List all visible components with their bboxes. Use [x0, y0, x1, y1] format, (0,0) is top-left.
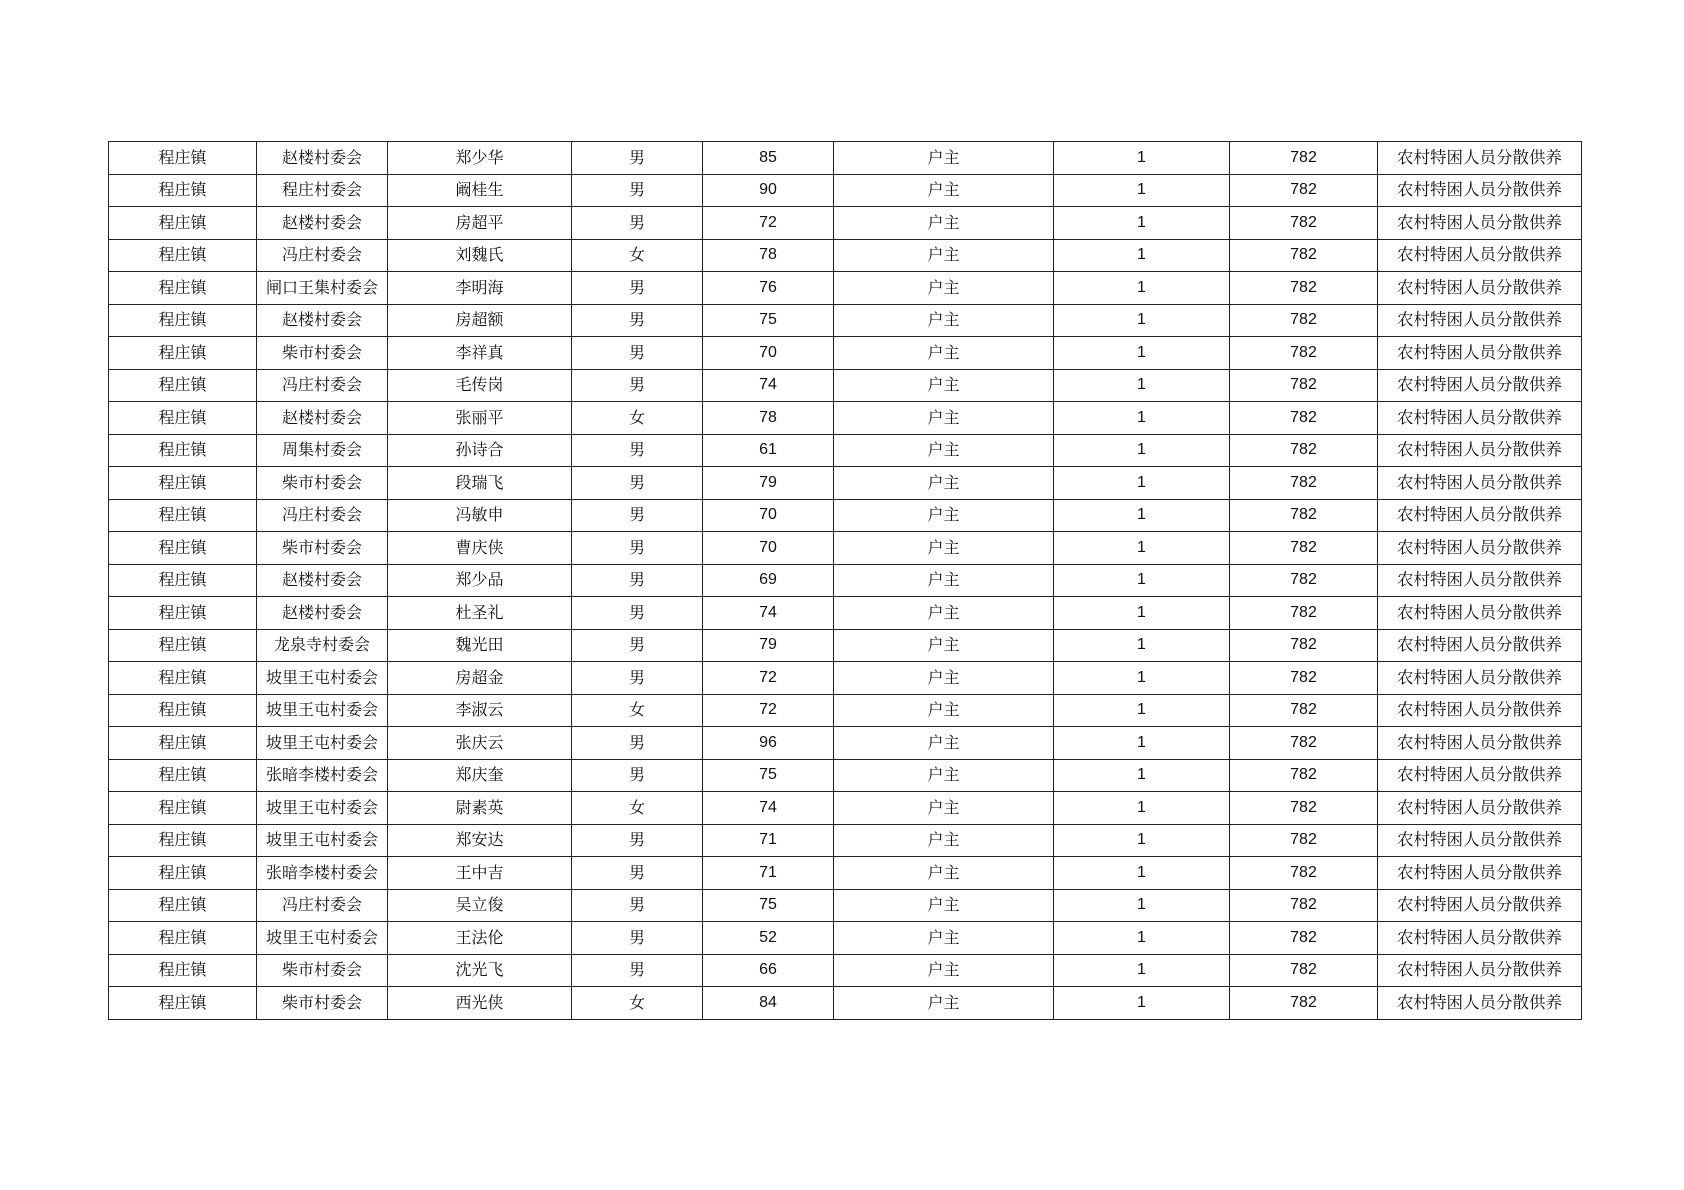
table-row: [109, 629, 1582, 662]
age-cell: 75: [703, 889, 834, 922]
relation-cell: 户主: [834, 792, 1054, 825]
town-cell: 程庄镇: [109, 922, 257, 955]
town-cell: 程庄镇: [109, 662, 257, 695]
table-row: [109, 922, 1582, 955]
village-committee-cell: 冯庄村委会: [257, 499, 388, 532]
table-row: [109, 337, 1582, 370]
amount-cell: 782: [1230, 662, 1378, 695]
village-committee-cell: 柴市村委会: [257, 467, 388, 500]
name-cell: 郑安达: [388, 824, 572, 857]
relation-cell: 户主: [834, 304, 1054, 337]
village-committee-cell: 坡里王屯村委会: [257, 922, 388, 955]
town-cell: 程庄镇: [109, 759, 257, 792]
support-type-cell: 农村特困人员分散供养: [1378, 304, 1582, 337]
table-row: [109, 759, 1582, 792]
household-size-cell: 1: [1054, 532, 1230, 565]
name-cell: 冯敏申: [388, 499, 572, 532]
table-row: [109, 467, 1582, 500]
town-cell: 程庄镇: [109, 629, 257, 662]
table-row: [109, 304, 1582, 337]
relation-cell: 户主: [834, 889, 1054, 922]
amount-cell: 782: [1230, 304, 1378, 337]
relation-cell: 户主: [834, 337, 1054, 370]
household-size-cell: 1: [1054, 597, 1230, 630]
village-committee-cell: 赵楼村委会: [257, 304, 388, 337]
amount-cell: 782: [1230, 337, 1378, 370]
support-type-cell: 农村特困人员分散供养: [1378, 629, 1582, 662]
town-cell: 程庄镇: [109, 142, 257, 175]
relation-cell: 户主: [834, 857, 1054, 890]
support-type-cell: 农村特困人员分散供养: [1378, 402, 1582, 435]
amount-cell: 782: [1230, 987, 1378, 1020]
town-cell: 程庄镇: [109, 402, 257, 435]
gender-cell: 女: [572, 987, 703, 1020]
household-size-cell: 1: [1054, 727, 1230, 760]
relation-cell: 户主: [834, 824, 1054, 857]
village-committee-cell: 赵楼村委会: [257, 402, 388, 435]
age-cell: 52: [703, 922, 834, 955]
gender-cell: 男: [572, 142, 703, 175]
table-row: [109, 239, 1582, 272]
support-type-cell: 农村特困人员分散供养: [1378, 207, 1582, 240]
amount-cell: 782: [1230, 597, 1378, 630]
age-cell: 90: [703, 174, 834, 207]
support-type-cell: 农村特困人员分散供养: [1378, 434, 1582, 467]
table-row: [109, 824, 1582, 857]
amount-cell: 782: [1230, 889, 1378, 922]
relief-roster-table: [108, 141, 1582, 1020]
village-committee-cell: 坡里王屯村委会: [257, 824, 388, 857]
table-row: [109, 597, 1582, 630]
gender-cell: 女: [572, 402, 703, 435]
amount-cell: 782: [1230, 759, 1378, 792]
village-committee-cell: 柴市村委会: [257, 954, 388, 987]
household-size-cell: 1: [1054, 207, 1230, 240]
household-size-cell: 1: [1054, 629, 1230, 662]
village-committee-cell: 坡里王屯村委会: [257, 792, 388, 825]
gender-cell: 男: [572, 467, 703, 500]
age-cell: 74: [703, 597, 834, 630]
relation-cell: 户主: [834, 662, 1054, 695]
town-cell: 程庄镇: [109, 174, 257, 207]
age-cell: 71: [703, 824, 834, 857]
support-type-cell: 农村特困人员分散供养: [1378, 954, 1582, 987]
table-row: [109, 207, 1582, 240]
relation-cell: 户主: [834, 434, 1054, 467]
support-type-cell: 农村特困人员分散供养: [1378, 694, 1582, 727]
relation-cell: 户主: [834, 954, 1054, 987]
support-type-cell: 农村特困人员分散供养: [1378, 369, 1582, 402]
amount-cell: 782: [1230, 239, 1378, 272]
name-cell: 毛传岗: [388, 369, 572, 402]
gender-cell: 男: [572, 824, 703, 857]
name-cell: 刘魏氏: [388, 239, 572, 272]
age-cell: 72: [703, 694, 834, 727]
village-committee-cell: 程庄村委会: [257, 174, 388, 207]
amount-cell: 782: [1230, 142, 1378, 175]
age-cell: 72: [703, 207, 834, 240]
age-cell: 84: [703, 987, 834, 1020]
age-cell: 70: [703, 532, 834, 565]
village-committee-cell: 赵楼村委会: [257, 142, 388, 175]
amount-cell: 782: [1230, 499, 1378, 532]
age-cell: 70: [703, 337, 834, 370]
support-type-cell: 农村特困人员分散供养: [1378, 987, 1582, 1020]
village-committee-cell: 坡里王屯村委会: [257, 694, 388, 727]
town-cell: 程庄镇: [109, 467, 257, 500]
town-cell: 程庄镇: [109, 694, 257, 727]
name-cell: 杜圣礼: [388, 597, 572, 630]
name-cell: 西光侠: [388, 987, 572, 1020]
household-size-cell: 1: [1054, 304, 1230, 337]
table-row: [109, 662, 1582, 695]
support-type-cell: 农村特困人员分散供养: [1378, 499, 1582, 532]
relation-cell: 户主: [834, 272, 1054, 305]
household-size-cell: 1: [1054, 662, 1230, 695]
town-cell: 程庄镇: [109, 304, 257, 337]
household-size-cell: 1: [1054, 759, 1230, 792]
relation-cell: 户主: [834, 207, 1054, 240]
amount-cell: 782: [1230, 272, 1378, 305]
household-size-cell: 1: [1054, 857, 1230, 890]
table-row: [109, 369, 1582, 402]
support-type-cell: 农村特困人员分散供养: [1378, 662, 1582, 695]
table-row: [109, 727, 1582, 760]
name-cell: 房超平: [388, 207, 572, 240]
household-size-cell: 1: [1054, 792, 1230, 825]
name-cell: 段瑞飞: [388, 467, 572, 500]
amount-cell: 782: [1230, 954, 1378, 987]
gender-cell: 男: [572, 272, 703, 305]
gender-cell: 男: [572, 759, 703, 792]
household-size-cell: 1: [1054, 954, 1230, 987]
household-size-cell: 1: [1054, 174, 1230, 207]
village-committee-cell: 张暗李楼村委会: [257, 759, 388, 792]
name-cell: 尉素英: [388, 792, 572, 825]
name-cell: 郑少品: [388, 564, 572, 597]
support-type-cell: 农村特困人员分散供养: [1378, 889, 1582, 922]
relation-cell: 户主: [834, 727, 1054, 760]
household-size-cell: 1: [1054, 499, 1230, 532]
age-cell: 75: [703, 759, 834, 792]
gender-cell: 男: [572, 564, 703, 597]
town-cell: 程庄镇: [109, 564, 257, 597]
age-cell: 74: [703, 792, 834, 825]
table-row: [109, 564, 1582, 597]
support-type-cell: 农村特困人员分散供养: [1378, 824, 1582, 857]
household-size-cell: 1: [1054, 467, 1230, 500]
household-size-cell: 1: [1054, 987, 1230, 1020]
support-type-cell: 农村特困人员分散供养: [1378, 857, 1582, 890]
village-committee-cell: 柴市村委会: [257, 337, 388, 370]
town-cell: 程庄镇: [109, 239, 257, 272]
village-committee-cell: 周集村委会: [257, 434, 388, 467]
name-cell: 阚桂生: [388, 174, 572, 207]
name-cell: 王法伦: [388, 922, 572, 955]
table-row: [109, 434, 1582, 467]
relation-cell: 户主: [834, 467, 1054, 500]
age-cell: 66: [703, 954, 834, 987]
gender-cell: 男: [572, 889, 703, 922]
household-size-cell: 1: [1054, 272, 1230, 305]
name-cell: 李明海: [388, 272, 572, 305]
relation-cell: 户主: [834, 402, 1054, 435]
village-committee-cell: 龙泉寺村委会: [257, 629, 388, 662]
relation-cell: 户主: [834, 142, 1054, 175]
village-committee-cell: 坡里王屯村委会: [257, 727, 388, 760]
name-cell: 吴立俊: [388, 889, 572, 922]
relation-cell: 户主: [834, 499, 1054, 532]
village-committee-cell: 赵楼村委会: [257, 207, 388, 240]
support-type-cell: 农村特困人员分散供养: [1378, 792, 1582, 825]
relation-cell: 户主: [834, 532, 1054, 565]
gender-cell: 男: [572, 629, 703, 662]
name-cell: 李祥真: [388, 337, 572, 370]
age-cell: 69: [703, 564, 834, 597]
village-committee-cell: 赵楼村委会: [257, 597, 388, 630]
household-size-cell: 1: [1054, 239, 1230, 272]
town-cell: 程庄镇: [109, 597, 257, 630]
gender-cell: 男: [572, 499, 703, 532]
age-cell: 78: [703, 239, 834, 272]
amount-cell: 782: [1230, 792, 1378, 825]
age-cell: 70: [703, 499, 834, 532]
town-cell: 程庄镇: [109, 792, 257, 825]
relation-cell: 户主: [834, 629, 1054, 662]
support-type-cell: 农村特困人员分散供养: [1378, 922, 1582, 955]
household-size-cell: 1: [1054, 922, 1230, 955]
amount-cell: 782: [1230, 564, 1378, 597]
relation-cell: 户主: [834, 239, 1054, 272]
amount-cell: 782: [1230, 922, 1378, 955]
support-type-cell: 农村特困人员分散供养: [1378, 174, 1582, 207]
village-committee-cell: 柴市村委会: [257, 987, 388, 1020]
relation-cell: 户主: [834, 694, 1054, 727]
table-row: [109, 532, 1582, 565]
table-row: [109, 954, 1582, 987]
table-row: [109, 499, 1582, 532]
village-committee-cell: 冯庄村委会: [257, 369, 388, 402]
town-cell: 程庄镇: [109, 889, 257, 922]
amount-cell: 782: [1230, 174, 1378, 207]
amount-cell: 782: [1230, 467, 1378, 500]
gender-cell: 男: [572, 337, 703, 370]
age-cell: 78: [703, 402, 834, 435]
town-cell: 程庄镇: [109, 337, 257, 370]
name-cell: 郑少华: [388, 142, 572, 175]
table-row: [109, 857, 1582, 890]
village-committee-cell: 闸口王集村委会: [257, 272, 388, 305]
age-cell: 72: [703, 662, 834, 695]
town-cell: 程庄镇: [109, 499, 257, 532]
amount-cell: 782: [1230, 434, 1378, 467]
relation-cell: 户主: [834, 922, 1054, 955]
relation-cell: 户主: [834, 174, 1054, 207]
gender-cell: 男: [572, 174, 703, 207]
amount-cell: 782: [1230, 532, 1378, 565]
amount-cell: 782: [1230, 857, 1378, 890]
amount-cell: 782: [1230, 207, 1378, 240]
village-committee-cell: 张暗李楼村委会: [257, 857, 388, 890]
table-row: [109, 694, 1582, 727]
town-cell: 程庄镇: [109, 954, 257, 987]
town-cell: 程庄镇: [109, 727, 257, 760]
support-type-cell: 农村特困人员分散供养: [1378, 727, 1582, 760]
gender-cell: 男: [572, 369, 703, 402]
support-type-cell: 农村特困人员分散供养: [1378, 597, 1582, 630]
age-cell: 79: [703, 467, 834, 500]
age-cell: 76: [703, 272, 834, 305]
gender-cell: 男: [572, 922, 703, 955]
amount-cell: 782: [1230, 824, 1378, 857]
table-row: [109, 272, 1582, 305]
table-row: [109, 792, 1582, 825]
relation-cell: 户主: [834, 597, 1054, 630]
gender-cell: 男: [572, 954, 703, 987]
amount-cell: 782: [1230, 369, 1378, 402]
name-cell: 魏光田: [388, 629, 572, 662]
village-committee-cell: 冯庄村委会: [257, 889, 388, 922]
household-size-cell: 1: [1054, 564, 1230, 597]
age-cell: 74: [703, 369, 834, 402]
village-committee-cell: 柴市村委会: [257, 532, 388, 565]
table-body: [109, 142, 1582, 1020]
support-type-cell: 农村特困人员分散供养: [1378, 467, 1582, 500]
name-cell: 房超金: [388, 662, 572, 695]
support-type-cell: 农村特困人员分散供养: [1378, 239, 1582, 272]
table-row: [109, 889, 1582, 922]
village-committee-cell: 赵楼村委会: [257, 564, 388, 597]
amount-cell: 782: [1230, 694, 1378, 727]
household-size-cell: 1: [1054, 142, 1230, 175]
town-cell: 程庄镇: [109, 857, 257, 890]
age-cell: 96: [703, 727, 834, 760]
age-cell: 79: [703, 629, 834, 662]
gender-cell: 男: [572, 304, 703, 337]
town-cell: 程庄镇: [109, 824, 257, 857]
amount-cell: 782: [1230, 727, 1378, 760]
table-row: [109, 142, 1582, 175]
name-cell: 房超额: [388, 304, 572, 337]
household-size-cell: 1: [1054, 369, 1230, 402]
town-cell: 程庄镇: [109, 532, 257, 565]
name-cell: 曹庆侠: [388, 532, 572, 565]
town-cell: 程庄镇: [109, 207, 257, 240]
support-type-cell: 农村特困人员分散供养: [1378, 532, 1582, 565]
relation-cell: 户主: [834, 987, 1054, 1020]
table-row: [109, 174, 1582, 207]
support-type-cell: 农村特困人员分散供养: [1378, 759, 1582, 792]
gender-cell: 男: [572, 727, 703, 760]
name-cell: 张丽平: [388, 402, 572, 435]
relation-cell: 户主: [834, 759, 1054, 792]
age-cell: 85: [703, 142, 834, 175]
age-cell: 61: [703, 434, 834, 467]
support-type-cell: 农村特困人员分散供养: [1378, 564, 1582, 597]
name-cell: 张庆云: [388, 727, 572, 760]
table-row: [109, 402, 1582, 435]
amount-cell: 782: [1230, 629, 1378, 662]
gender-cell: 男: [572, 857, 703, 890]
support-type-cell: 农村特困人员分散供养: [1378, 337, 1582, 370]
gender-cell: 女: [572, 694, 703, 727]
relation-cell: 户主: [834, 369, 1054, 402]
gender-cell: 女: [572, 239, 703, 272]
town-cell: 程庄镇: [109, 272, 257, 305]
village-committee-cell: 坡里王屯村委会: [257, 662, 388, 695]
gender-cell: 女: [572, 792, 703, 825]
household-size-cell: 1: [1054, 824, 1230, 857]
household-size-cell: 1: [1054, 694, 1230, 727]
support-type-cell: 农村特困人员分散供养: [1378, 142, 1582, 175]
gender-cell: 男: [572, 532, 703, 565]
age-cell: 75: [703, 304, 834, 337]
name-cell: 李淑云: [388, 694, 572, 727]
household-size-cell: 1: [1054, 337, 1230, 370]
household-size-cell: 1: [1054, 402, 1230, 435]
household-size-cell: 1: [1054, 889, 1230, 922]
name-cell: 孙诗合: [388, 434, 572, 467]
town-cell: 程庄镇: [109, 987, 257, 1020]
name-cell: 沈光飞: [388, 954, 572, 987]
amount-cell: 782: [1230, 402, 1378, 435]
gender-cell: 男: [572, 662, 703, 695]
gender-cell: 男: [572, 434, 703, 467]
name-cell: 王中吉: [388, 857, 572, 890]
gender-cell: 男: [572, 597, 703, 630]
town-cell: 程庄镇: [109, 434, 257, 467]
relation-cell: 户主: [834, 564, 1054, 597]
support-type-cell: 农村特困人员分散供养: [1378, 272, 1582, 305]
gender-cell: 男: [572, 207, 703, 240]
household-size-cell: 1: [1054, 434, 1230, 467]
town-cell: 程庄镇: [109, 369, 257, 402]
name-cell: 郑庆奎: [388, 759, 572, 792]
table-row: [109, 987, 1582, 1020]
village-committee-cell: 冯庄村委会: [257, 239, 388, 272]
age-cell: 71: [703, 857, 834, 890]
